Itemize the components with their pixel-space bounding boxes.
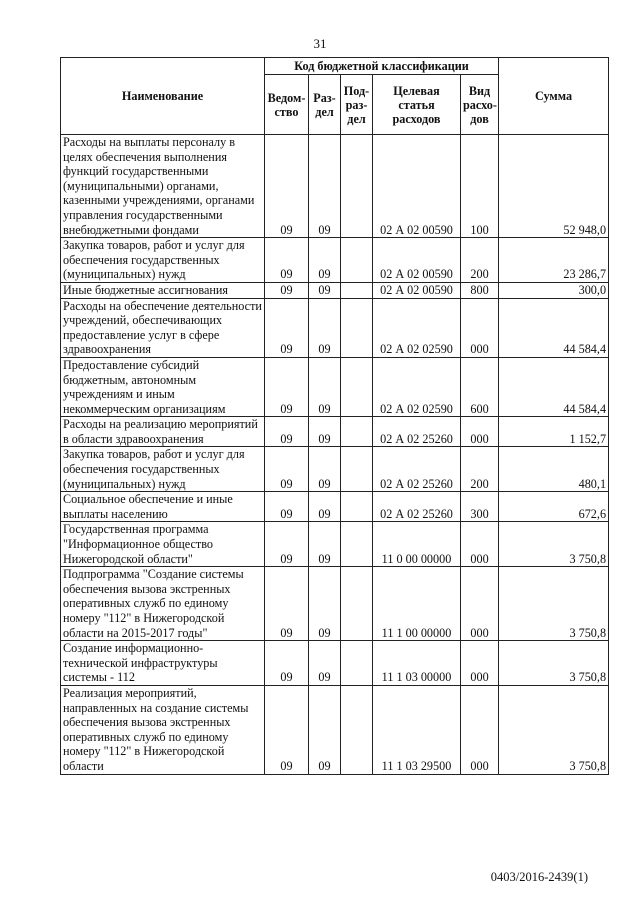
table-row: [61, 135, 609, 238]
table-row: [61, 357, 609, 416]
row-celevaya-cell: 02 А 02 00590: [373, 282, 461, 298]
footer-document-code: 0403/2016-2439(1): [490, 870, 588, 884]
row-vedomstvo-cell: 09: [265, 135, 309, 238]
table-row: [61, 492, 609, 522]
row-razdel-cell: 09: [309, 135, 341, 238]
row-razdel-cell: 09: [309, 492, 341, 522]
row-summa-cell: 672,6: [499, 492, 609, 522]
row-summa-cell: 23 286,7: [499, 238, 609, 283]
page-number: 31: [313, 36, 327, 51]
row-name-cell: Предоставление субсидий бюджетным, автономным учреждениям и иным некоммерческим организациям: [61, 357, 265, 416]
row-vedomstvo-cell: 09: [265, 298, 309, 357]
row-summa-cell: 52 948,0: [499, 135, 609, 238]
table-row: [61, 417, 609, 447]
row-podrazdel-cell: [341, 685, 373, 774]
row-vedomstvo-cell: 09: [265, 492, 309, 522]
row-podrazdel-cell: [341, 567, 373, 641]
row-name-cell: Подпрограмма "Создание системы обеспечения вызова экстренных оперативных служб по единому номеру "112" в Нижегородской области на 2015-2017 годы": [61, 567, 265, 641]
row-vid-cell: 000: [461, 417, 499, 447]
table-row: [61, 447, 609, 492]
row-summa-cell: 300,0: [499, 282, 609, 298]
row-celevaya-cell: 02 А 02 25260: [373, 447, 461, 492]
row-podrazdel-cell: [341, 522, 373, 567]
row-name-cell: Государственная программа "Информационное общество Нижегородской области": [61, 522, 265, 567]
row-vid-cell: 200: [461, 238, 499, 283]
row-name-cell: Реализация мероприятий, направленных на создание системы обеспечения вызова экстренных оперативных служб по единому номеру "112" в Нижегородской области: [61, 685, 265, 774]
row-razdel-cell: 09: [309, 238, 341, 283]
row-celevaya-cell: 02 А 02 25260: [373, 492, 461, 522]
row-name-cell: Расходы на выплаты персоналу в целях обеспечения выполнения функций государственными (муниципальными) органами, казенными учреждениями, органами управления государственными внебюджетными фондами: [61, 135, 265, 238]
row-podrazdel-cell: [341, 357, 373, 416]
row-podrazdel-cell: [341, 298, 373, 357]
row-celevaya-cell: 02 А 02 25260: [373, 417, 461, 447]
row-summa-cell: 480,1: [499, 447, 609, 492]
row-celevaya-cell: 11 1 03 29500: [373, 685, 461, 774]
row-vedomstvo-cell: 09: [265, 238, 309, 283]
row-vedomstvo-cell: 09: [265, 282, 309, 298]
row-vedomstvo-cell: 09: [265, 447, 309, 492]
row-vid-cell: 100: [461, 135, 499, 238]
row-vedomstvo-cell: 09: [265, 522, 309, 567]
row-vid-cell: 300: [461, 492, 499, 522]
table-row: [61, 567, 609, 641]
row-podrazdel-cell: [341, 238, 373, 283]
row-summa-cell: 3 750,8: [499, 567, 609, 641]
row-vedomstvo-cell: 09: [265, 685, 309, 774]
table-row: [61, 641, 609, 686]
row-vid-cell: 600: [461, 357, 499, 416]
row-razdel-cell: 09: [309, 282, 341, 298]
table-row: [61, 685, 609, 774]
row-celevaya-cell: 02 А 02 02590: [373, 357, 461, 416]
row-celevaya-cell: 11 1 00 00000: [373, 567, 461, 641]
row-name-cell: Создание информационно-технической инфраструктуры системы - 112: [61, 641, 265, 686]
row-vid-cell: 800: [461, 282, 499, 298]
header-celevaya: Целевая статья расходов: [373, 75, 461, 135]
header-podrazdel: Под-раз-дел: [341, 75, 373, 135]
table-row: [61, 238, 609, 283]
row-vid-cell: 000: [461, 685, 499, 774]
row-vid-cell: 200: [461, 447, 499, 492]
table-row: [61, 522, 609, 567]
row-razdel-cell: 09: [309, 685, 341, 774]
row-vid-cell: 000: [461, 522, 499, 567]
header-name: Наименование: [61, 58, 265, 135]
row-razdel-cell: 09: [309, 417, 341, 447]
row-podrazdel-cell: [341, 492, 373, 522]
row-name-cell: Социальное обеспечение и иные выплаты населению: [61, 492, 265, 522]
row-razdel-cell: 09: [309, 447, 341, 492]
table-row: [61, 298, 609, 357]
header-vid: Вид расхо-дов: [461, 75, 499, 135]
row-name-cell: Закупка товаров, работ и услуг для обеспечения государственных (муниципальных) нужд: [61, 238, 265, 283]
header-summa: Сумма: [499, 58, 609, 135]
row-podrazdel-cell: [341, 641, 373, 686]
row-name-cell: Иные бюджетные ассигнования: [61, 282, 265, 298]
row-celevaya-cell: 11 1 03 00000: [373, 641, 461, 686]
header-classification-group: Код бюджетной классификации: [265, 58, 499, 75]
row-vid-cell: 000: [461, 567, 499, 641]
row-summa-cell: 3 750,8: [499, 685, 609, 774]
row-vedomstvo-cell: 09: [265, 641, 309, 686]
row-celevaya-cell: 02 А 02 00590: [373, 135, 461, 238]
row-summa-cell: 3 750,8: [499, 641, 609, 686]
row-vedomstvo-cell: 09: [265, 357, 309, 416]
row-podrazdel-cell: [341, 135, 373, 238]
row-podrazdel-cell: [341, 417, 373, 447]
row-vid-cell: 000: [461, 298, 499, 357]
row-celevaya-cell: 02 А 02 00590: [373, 238, 461, 283]
header-razdel: Раз-дел: [309, 75, 341, 135]
row-name-cell: Закупка товаров, работ и услуг для обеспечения государственных (муниципальных) нужд: [61, 447, 265, 492]
table-body: [61, 135, 609, 775]
row-name-cell: Расходы на реализацию мероприятий в области здравоохранения: [61, 417, 265, 447]
row-vedomstvo-cell: 09: [265, 417, 309, 447]
row-razdel-cell: 09: [309, 641, 341, 686]
row-summa-cell: 3 750,8: [499, 522, 609, 567]
row-summa-cell: 44 584,4: [499, 298, 609, 357]
row-razdel-cell: 09: [309, 357, 341, 416]
header-vedomstvo: Ведом-ство: [265, 75, 309, 135]
row-vedomstvo-cell: 09: [265, 567, 309, 641]
row-podrazdel-cell: [341, 447, 373, 492]
table-row: [61, 282, 609, 298]
budget-table: [60, 57, 609, 775]
row-summa-cell: 1 152,7: [499, 417, 609, 447]
row-vid-cell: 000: [461, 641, 499, 686]
row-podrazdel-cell: [341, 282, 373, 298]
row-name-cell: Расходы на обеспечение деятельности учреждений, обеспечивающих предоставление услуг в сфере здравоохранения: [61, 298, 265, 357]
row-razdel-cell: 09: [309, 522, 341, 567]
row-razdel-cell: 09: [309, 298, 341, 357]
row-celevaya-cell: 11 0 00 00000: [373, 522, 461, 567]
row-razdel-cell: 09: [309, 567, 341, 641]
row-summa-cell: 44 584,4: [499, 357, 609, 416]
row-celevaya-cell: 02 А 02 02590: [373, 298, 461, 357]
